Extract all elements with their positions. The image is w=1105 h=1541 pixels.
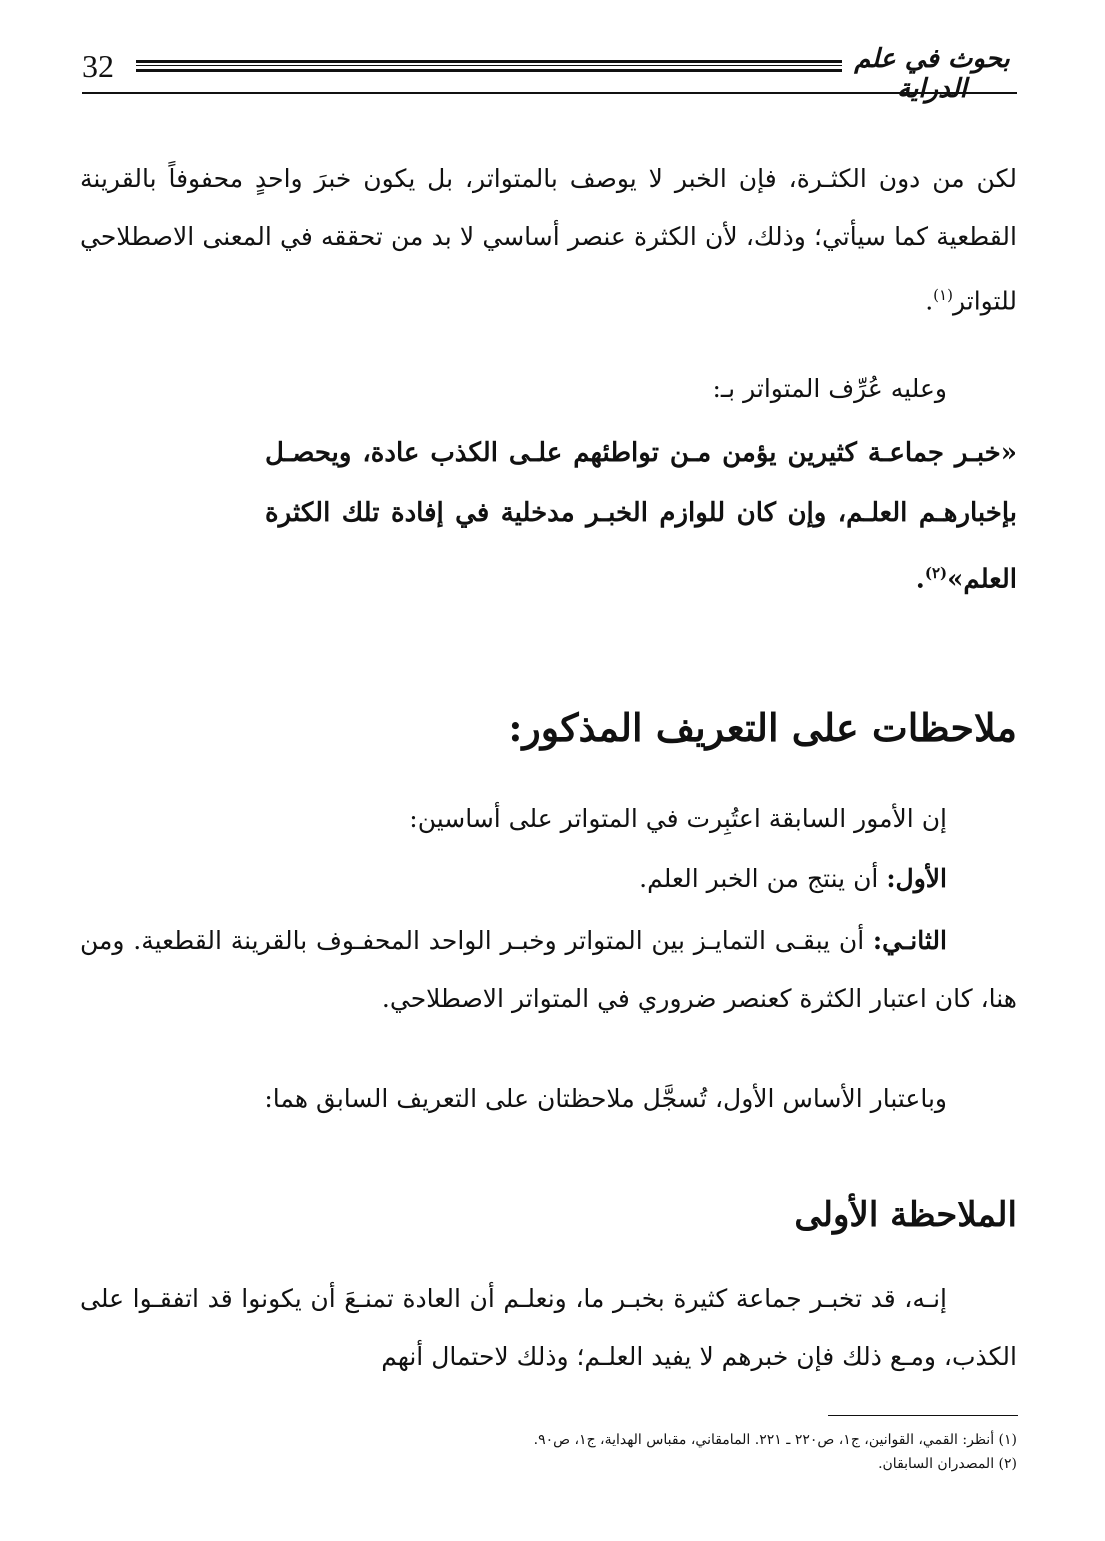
- page-number: 32: [82, 48, 114, 84]
- paragraph-foundations: إن الأمور السابقة اعتُبِرت في المتواتر على أساسين:: [409, 804, 947, 833]
- paragraph-text: لكن من دون الكثـرة، فإن الخبر لا يوصف بالمتواتر، بل يكون خبرَ واحدٍ محفوفاً بالقرينة القطعية كما سيأتي؛ وذلك، لأن الكثرة عنصر أساسي لا بد من تحققه في المعنى الاصطلاحي للتواتر: [80, 164, 1017, 316]
- footnote-2: (٢) المصدران السابقان.: [878, 1456, 1017, 1472]
- section-heading-first-remark: الملاحظة الأولى: [794, 1195, 1017, 1235]
- section-heading-remarks: ملاحظات على التعريف المذكور:: [508, 705, 1017, 750]
- second-label: الثانـي:: [872, 926, 947, 955]
- first-label: الأول:: [886, 864, 947, 893]
- paragraph-first-foundation: [639, 850, 947, 908]
- paragraph-second-foundation: [80, 912, 1017, 1028]
- second-text: أن يبقـى التمايـز بين المتواتر وخبـر الواحد المحفـوف بالقرينة القطعية. ومن هنا، كان اعتبار الكثرة كعنصر ضروري في المتواتر الاصطلاحي.: [80, 926, 1017, 1013]
- paragraph-punct: .: [925, 286, 934, 316]
- definition-quote: [265, 423, 1017, 610]
- header-divider: [82, 92, 1017, 94]
- quote-punct: .: [915, 564, 925, 595]
- footnote-ref: (١): [933, 286, 953, 304]
- paragraph-two-remarks: وباعتبار الأساس الأول، تُسجَّل ملاحظتان على التعريف السابق هما:: [264, 1084, 947, 1113]
- page-header: [82, 40, 1017, 104]
- header-rule: [136, 60, 842, 72]
- paragraph-first-remark: إنـه، قد تخبـر جماعة كثيرة بخبـر ما، ونعلـم أن العادة تمنـعَ أن يكونوا قد اتفقـوا على الكذب، ومـع ذلك فإن خبرهم لا يفيد العلـم؛ وذلك لاحتمال أنهم: [80, 1284, 1017, 1371]
- footnote-1: (١) أنظر: القمي، القوانين، ج١، ص٢٢٠ ـ ٢٢١. المامقاني، مقباس الهداية، ج١، ص٩٠.: [533, 1432, 1017, 1448]
- paragraph-intro-definition: وعليه عُرِّف المتواتر بـ:: [712, 374, 947, 403]
- first-text: أن ينتج من الخبر العلم.: [639, 864, 887, 893]
- paragraph-definition-context: [80, 150, 1017, 330]
- footnote-divider: [828, 1415, 1018, 1416]
- running-title: بحوث في علم الدراية: [854, 44, 1010, 104]
- quote-text: «خبـر جماعـة كثيرين يؤمن مـن تواطئهم علـى الكذب عادة، ويحصـل بإخبارهـم العلـم، وإن كان للوازم الخبـر مدخلية في إفادة تلك الكثرة العلم»: [265, 438, 1017, 595]
- footnote-ref: (٢): [924, 564, 948, 582]
